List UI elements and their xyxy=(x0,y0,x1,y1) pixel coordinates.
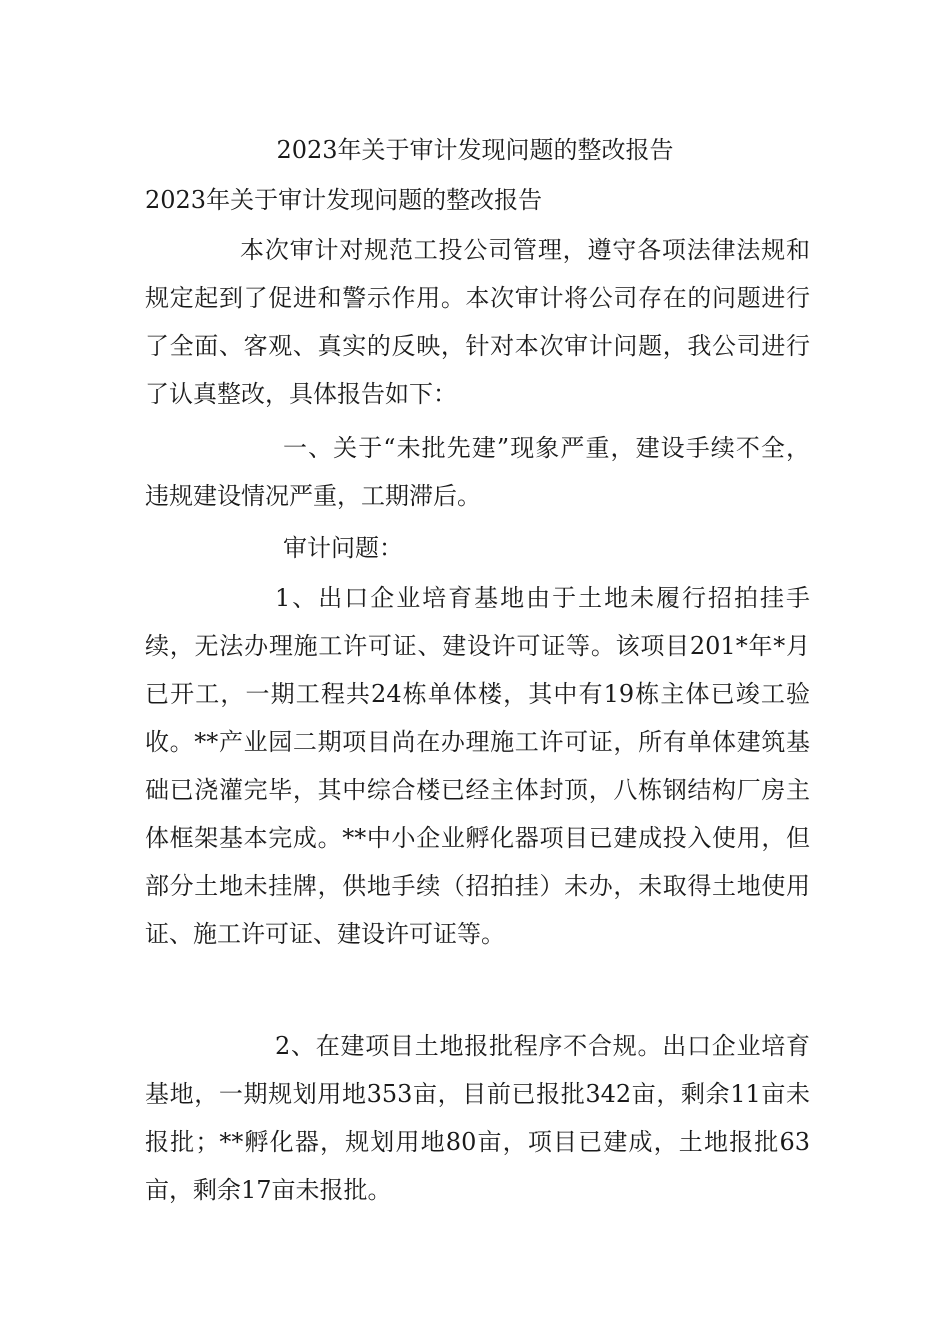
audit-item-2: 2、在建项目土地报批程序不合规。出口企业培育基地，一期规划用地353亩，目前已报批342亩，剩余11亩未报批；**孵化器，规划用地80亩，项目已建成，土地报批63亩，剩余17亩未报批。 xyxy=(145,1032,810,1204)
intro-paragraph: 本次审计对规范工投公司管理，遵守各项法律法规和规定起到了促进和警示作用。本次审计将公司存在的问题进行了全面、客观、真实的反映，针对本次审计问题，我公司进行了认真整改，具体报告如下： xyxy=(145,236,810,408)
document-subtitle: 2023年关于审计发现问题的整改报告 xyxy=(145,186,543,214)
audit-issue-label: 审计问题： xyxy=(283,534,403,562)
document-title: 2023年关于审计发现问题的整改报告 xyxy=(276,136,674,164)
audit-item-1: 1、出口企业培育基地由于土地未履行招拍挂手续，无法办理施工许可证、建设许可证等。该项目201*年*月已开工，一期工程共24栋单体楼，其中有19栋主体已竣工验收。**产业园二期项目尚在办理施工许可证，所有单体建筑基础已浇灌完毕，其中综合楼已经主体封顶，八栋钢结构厂房主体框架基本完成。**中小企业孵化器项目已建成投入使用，但部分土地未挂牌，供地手续（招拍挂）未办，未取得土地使用证、施工许可证、建设许可证等。 xyxy=(145,584,810,948)
section-1-heading: 一、关于“未批先建”现象严重，建设手续不全，违规建设情况严重，工期滞后。 xyxy=(145,434,810,510)
